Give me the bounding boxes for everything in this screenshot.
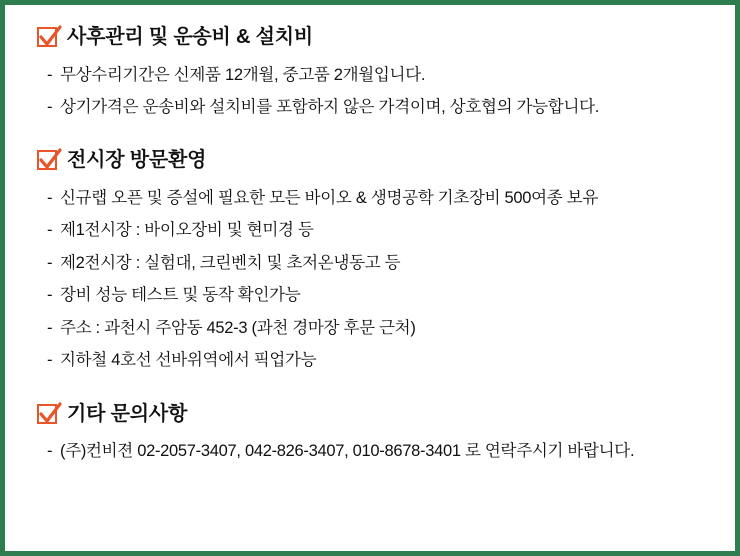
list-dash: - [47,65,53,84]
check-box-icon [37,27,57,47]
body-line-text: 상기가격은 운송비와 설치비를 포함하지 않은 가격이며, 상호협의 가능합니다. [60,98,600,117]
section-after-service [29,25,711,124]
body-line [47,182,711,215]
body-line-text: 주소 : 과천시 주암동 452-3 (과천 경마장 후문 근처) [60,318,416,337]
section-title: 사후관리 및 운송비 & 설치비 [67,26,313,48]
section-header [29,148,711,172]
body-line [47,436,711,469]
list-dash: - [47,442,53,460]
body-line [47,312,711,345]
section-title: 전시장 방문환영 [67,149,207,172]
section-other-inquiries [29,402,711,469]
body-line-text: (주)컨비젼 02-2057-3407, 042-826-3407, 010-8678-3401 로 연락주시기 바랍니다. [60,442,635,460]
section-title: 기타 문의사항 [67,402,188,425]
body-line [47,215,711,248]
body-line [47,345,711,378]
list-dash: - [47,253,53,272]
list-dash: - [47,188,53,207]
check-box-icon [37,404,57,424]
body-line [47,59,711,92]
list-dash: - [47,286,53,305]
check-box-icon [37,150,57,170]
body-line [47,92,711,125]
list-dash: - [47,98,53,117]
section-body [29,59,711,124]
body-line-text: 장비 성능 테스트 및 동작 확인가능 [60,286,301,305]
list-dash: - [47,318,53,337]
section-header [29,402,711,426]
section-header [29,25,711,49]
body-line [47,247,711,280]
section-body [29,182,711,377]
body-line-text: 지하철 4호선 선바위역에서 픽업가능 [60,351,317,370]
list-dash: - [47,351,53,370]
section-body [29,436,711,469]
section-showroom-visit [29,148,711,377]
body-line-text: 신규랩 오픈 및 증설에 필요한 모든 바이오 & 생명공학 기초장비 500여종 보유 [60,188,598,207]
body-line [47,280,711,313]
body-line-text: 무상수리기간은 신제품 12개월, 중고품 2개월입니다. [60,65,426,84]
body-line-text: 제1전시장 : 바이오장비 및 현미경 등 [60,221,314,240]
body-line-text: 제2전시장 : 실험대, 크린벤치 및 초저온냉동고 등 [60,253,401,272]
section-spacer [29,382,711,402]
list-dash: - [47,221,53,240]
section-spacer [29,128,711,148]
